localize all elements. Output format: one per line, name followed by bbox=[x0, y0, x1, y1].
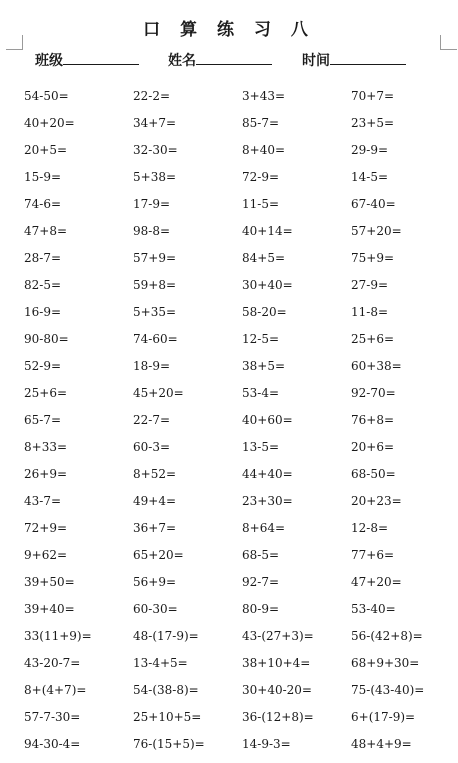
math-problem: 6+(17-9)= bbox=[351, 710, 416, 724]
math-problem: 14-5= bbox=[351, 170, 389, 184]
math-problem: 14-9-3= bbox=[242, 737, 291, 751]
math-problem: 48-(17-9)= bbox=[133, 629, 199, 643]
math-problem: 3+43= bbox=[242, 89, 286, 103]
math-problem: 28-7= bbox=[24, 251, 62, 265]
math-problem: 8+33= bbox=[24, 440, 68, 454]
problem-row bbox=[0, 112, 458, 139]
math-problem: 72-9= bbox=[242, 170, 280, 184]
math-problem: 39+40= bbox=[24, 602, 75, 616]
math-problem: 57+9= bbox=[133, 251, 177, 265]
math-problem: 25+6= bbox=[351, 332, 395, 346]
math-problem: 43-20-7= bbox=[24, 656, 81, 670]
time-field bbox=[302, 50, 406, 70]
math-problem: 77+6= bbox=[351, 548, 395, 562]
math-problem: 68+9+30= bbox=[351, 656, 420, 670]
math-problem: 85-7= bbox=[242, 116, 280, 130]
math-problem: 5+35= bbox=[133, 305, 177, 319]
math-problem: 36-(12+8)= bbox=[242, 710, 314, 724]
math-problem: 59+8= bbox=[133, 278, 177, 292]
math-problem: 75+9= bbox=[351, 251, 395, 265]
math-problem: 29-9= bbox=[351, 143, 389, 157]
math-problem: 60-30= bbox=[133, 602, 178, 616]
math-problem: 32-30= bbox=[133, 143, 178, 157]
problem-row bbox=[0, 166, 458, 193]
problem-row bbox=[0, 544, 458, 571]
math-problem: 20+23= bbox=[351, 494, 402, 508]
class-blank-line bbox=[63, 50, 139, 65]
student-info-row bbox=[0, 50, 458, 70]
math-problem: 47+8= bbox=[24, 224, 68, 238]
math-problem: 45+20= bbox=[133, 386, 184, 400]
math-problem: 80-9= bbox=[242, 602, 280, 616]
math-problem: 8+64= bbox=[242, 521, 286, 535]
math-problem: 75-(43-40)= bbox=[351, 683, 425, 697]
math-problem: 54-(38-8)= bbox=[133, 683, 199, 697]
math-problem: 8+52= bbox=[133, 467, 177, 481]
math-problem: 16-9= bbox=[24, 305, 62, 319]
problem-row bbox=[0, 625, 458, 652]
problem-row bbox=[0, 220, 458, 247]
name-field bbox=[168, 50, 272, 70]
math-problem: 43-(27+3)= bbox=[242, 629, 314, 643]
math-problem: 25+10+5= bbox=[133, 710, 202, 724]
math-problem: 53-4= bbox=[242, 386, 280, 400]
problem-row bbox=[0, 598, 458, 625]
problem-row bbox=[0, 571, 458, 598]
math-problem: 34+7= bbox=[133, 116, 177, 130]
problem-row bbox=[0, 193, 458, 220]
math-problem: 52-9= bbox=[24, 359, 62, 373]
math-problem: 53-40= bbox=[351, 602, 396, 616]
math-problem: 98-8= bbox=[133, 224, 171, 238]
math-problem: 68-5= bbox=[242, 548, 280, 562]
math-problem: 92-70= bbox=[351, 386, 396, 400]
problem-row bbox=[0, 517, 458, 544]
math-problem: 60+38= bbox=[351, 359, 402, 373]
time-label: 时间 bbox=[302, 53, 330, 69]
problem-row bbox=[0, 436, 458, 463]
math-problem: 56-(42+8)= bbox=[351, 629, 423, 643]
math-problem: 68-50= bbox=[351, 467, 396, 481]
math-problem: 70+7= bbox=[351, 89, 395, 103]
math-problem: 12-5= bbox=[242, 332, 280, 346]
math-problem: 94-30-4= bbox=[24, 737, 81, 751]
math-problem: 38+5= bbox=[242, 359, 286, 373]
math-problem: 36+7= bbox=[133, 521, 177, 535]
math-problem: 72+9= bbox=[24, 521, 68, 535]
math-problem: 67-40= bbox=[351, 197, 396, 211]
math-problem: 11-5= bbox=[242, 197, 280, 211]
problem-row bbox=[0, 139, 458, 166]
math-problem: 74-60= bbox=[133, 332, 178, 346]
math-problem: 17-9= bbox=[133, 197, 171, 211]
math-problem: 33(11+9)= bbox=[24, 629, 92, 643]
math-problem: 9+62= bbox=[24, 548, 68, 562]
math-problem: 82-5= bbox=[24, 278, 62, 292]
math-problem: 8+40= bbox=[242, 143, 286, 157]
math-problem: 30+40-20= bbox=[242, 683, 312, 697]
math-problem: 15-9= bbox=[24, 170, 62, 184]
problem-row bbox=[0, 247, 458, 274]
math-problem: 39+50= bbox=[24, 575, 75, 589]
math-problem: 22-2= bbox=[133, 89, 171, 103]
problem-row bbox=[0, 301, 458, 328]
math-problem: 40+14= bbox=[242, 224, 293, 238]
math-problem: 18-9= bbox=[133, 359, 171, 373]
math-problem: 65+20= bbox=[133, 548, 184, 562]
math-problem: 8+(4+7)= bbox=[24, 683, 87, 697]
class-label: 班级 bbox=[35, 53, 63, 69]
math-problem: 92-7= bbox=[242, 575, 280, 589]
math-problem: 38+10+4= bbox=[242, 656, 311, 670]
math-problem: 26+9= bbox=[24, 467, 68, 481]
math-problem: 43-7= bbox=[24, 494, 62, 508]
math-problem: 11-8= bbox=[351, 305, 389, 319]
math-problem: 65-7= bbox=[24, 413, 62, 427]
name-label: 姓名 bbox=[168, 53, 196, 69]
math-problem: 47+20= bbox=[351, 575, 402, 589]
problem-row bbox=[0, 382, 458, 409]
math-problem: 44+40= bbox=[242, 467, 293, 481]
problem-row bbox=[0, 328, 458, 355]
math-problem: 84+5= bbox=[242, 251, 286, 265]
math-problem: 5+38= bbox=[133, 170, 177, 184]
math-problem: 20+5= bbox=[24, 143, 68, 157]
math-problem: 22-7= bbox=[133, 413, 171, 427]
math-problem: 13-4+5= bbox=[133, 656, 188, 670]
problem-row bbox=[0, 274, 458, 301]
math-problem: 12-8= bbox=[351, 521, 389, 535]
math-problem: 23+30= bbox=[242, 494, 293, 508]
problem-row bbox=[0, 463, 458, 490]
page-title: 口 算 练 习 八 bbox=[143, 20, 315, 40]
problem-row bbox=[0, 733, 458, 760]
math-problem: 49+4= bbox=[133, 494, 177, 508]
math-problem: 48+4+9= bbox=[351, 737, 412, 751]
problem-row bbox=[0, 355, 458, 382]
name-blank-line bbox=[196, 50, 272, 65]
time-blank-line bbox=[330, 50, 406, 65]
math-problem: 76+8= bbox=[351, 413, 395, 427]
math-problem: 40+60= bbox=[242, 413, 293, 427]
problem-row bbox=[0, 85, 458, 112]
math-problem: 20+6= bbox=[351, 440, 395, 454]
math-problem: 57-7-30= bbox=[24, 710, 81, 724]
problem-row bbox=[0, 490, 458, 517]
problem-row bbox=[0, 679, 458, 706]
math-problem: 30+40= bbox=[242, 278, 293, 292]
math-problem: 40+20= bbox=[24, 116, 75, 130]
math-problem: 57+20= bbox=[351, 224, 402, 238]
problem-grid bbox=[0, 85, 458, 760]
problem-row bbox=[0, 652, 458, 679]
math-problem: 74-6= bbox=[24, 197, 62, 211]
math-problem: 56+9= bbox=[133, 575, 177, 589]
problem-row bbox=[0, 409, 458, 436]
math-problem: 60-3= bbox=[133, 440, 171, 454]
math-problem: 90-80= bbox=[24, 332, 69, 346]
math-problem: 25+6= bbox=[24, 386, 68, 400]
math-problem: 27-9= bbox=[351, 278, 389, 292]
math-problem: 23+5= bbox=[351, 116, 395, 130]
class-field bbox=[35, 50, 139, 70]
math-problem: 76-(15+5)= bbox=[133, 737, 205, 751]
math-problem: 13-5= bbox=[242, 440, 280, 454]
problem-row bbox=[0, 706, 458, 733]
math-problem: 58-20= bbox=[242, 305, 287, 319]
math-problem: 54-50= bbox=[24, 89, 69, 103]
